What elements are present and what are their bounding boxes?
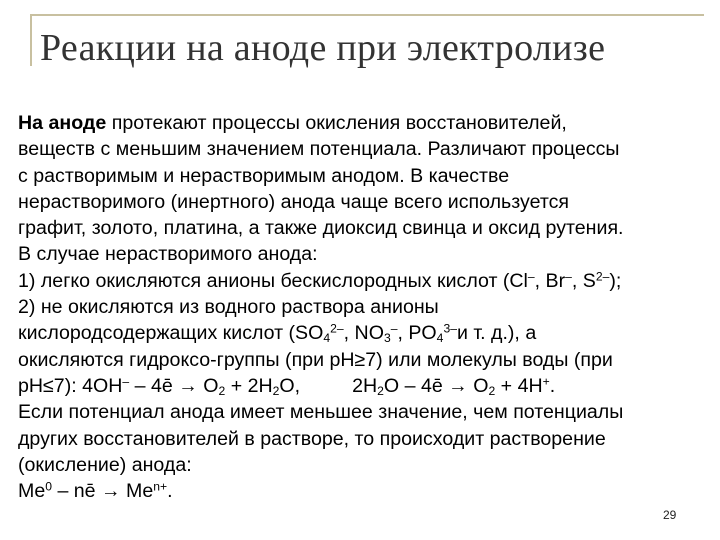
bold-term: На аноде: [18, 112, 107, 134]
text-line-9: кислородсодержащих кислот ($SO_4^{2-}$, $NO_3^-$, $PO_4^{3-}и$ т. д.), а: [18, 321, 537, 346]
text-line-10: окисляются гидроксо-группы (при pH≥7) или молекулы воды (при: [18, 348, 613, 371]
text-line-11: pH≤7): 4OH– – 4ē → $O_2 + 2H_2O$, $2H_2O$ – 4ē → $O_2 + 4H^+$.: [18, 374, 556, 398]
slide-title: Реакции на аноде при электролизе: [40, 27, 606, 69]
text-line-5: графит, золото, платина, а также диоксид свинца и оксид рутения.: [18, 217, 624, 240]
text-line-12: Если потенциал анода имеет меньшее значение, чем потенциалы: [18, 401, 624, 424]
text-line-4: нерастворимого (инертного) анода чаще всего используется: [18, 190, 570, 213]
text-line-8: 2) не окисляются из водного раствора анионы: [18, 296, 439, 319]
page-number: 29: [663, 508, 677, 522]
frame-top-line: [30, 14, 704, 16]
text-line-13: других восстановителей в растворе, то происходит растворение: [18, 427, 606, 450]
text-line-14: (окисление) анода:: [18, 453, 192, 476]
text-line-7: 1) легко окисляются анионы бескислородных кислот (Cl–, Br–, $S^{2-}$);: [18, 269, 622, 292]
frame-left-line: [30, 14, 32, 66]
text-line-2: веществ с меньшим значением потенциала. Различают процессы: [18, 138, 620, 161]
text-line-15: Me$^0$ – nē → $Me^{n+}$.: [18, 479, 173, 503]
text-line-6: В случае нерастворимого анода:: [18, 243, 318, 266]
text-line-3: с растворимым и нерастворимым анодом. В качестве: [18, 164, 510, 187]
text-line-1: На аноде протекают процессы окисления восстановителей,: [18, 112, 567, 134]
slide-body: [18, 110, 718, 504]
